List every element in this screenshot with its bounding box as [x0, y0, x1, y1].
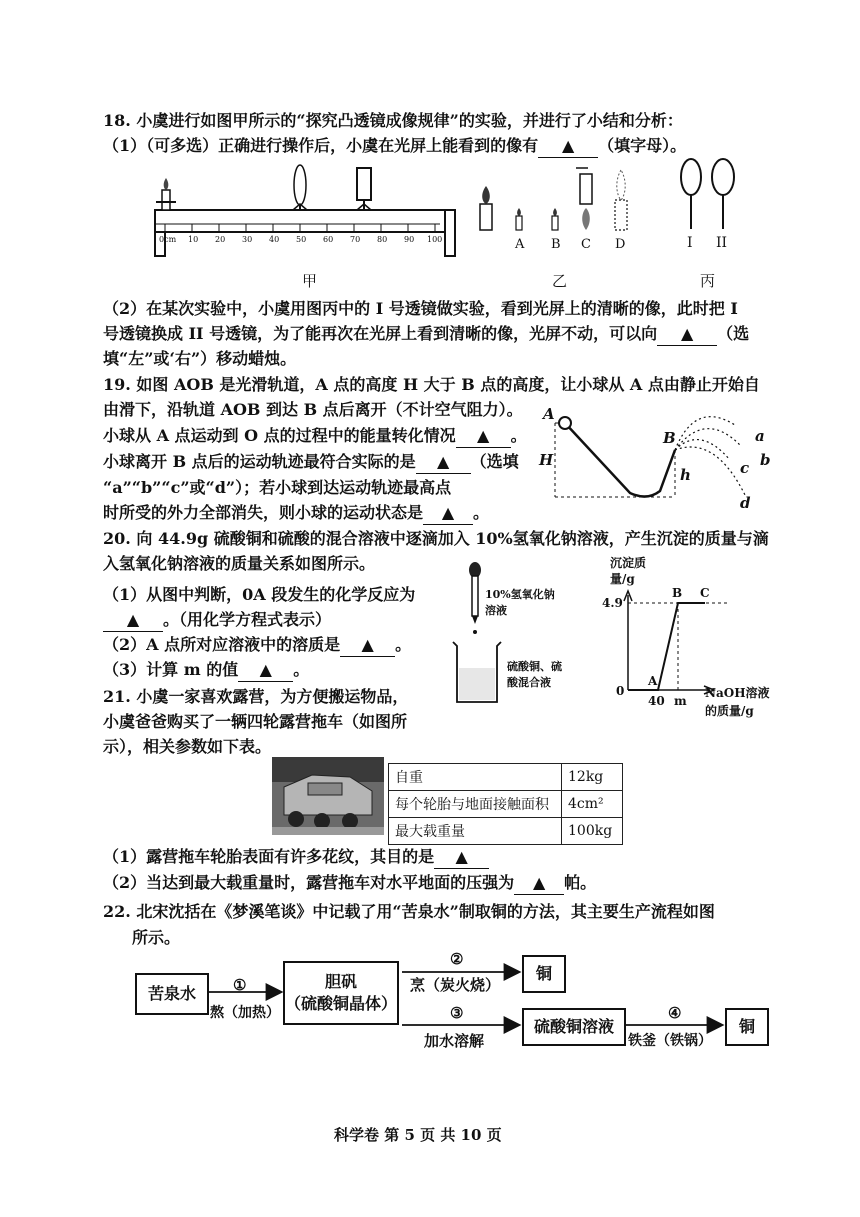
label-H: H: [539, 451, 554, 469]
q18-part2-line1: （2）在某次实验中，小虞用图丙中的 I 号透镜做实验，看到光屏上的清晰的像，此时把 I: [103, 299, 738, 318]
q19-line2: 由滑下，沿轨道 AOB 到达 B 点后离开（不计空气阻力）。: [103, 400, 523, 419]
q20-sub1-cont: ▲ 。（用化学方程式表示）: [103, 609, 331, 632]
graph-xlabel-1: NaOH溶液: [705, 686, 770, 700]
graph-xlabel-2: 的质量/g: [705, 704, 754, 718]
lens-ii-label: II: [716, 235, 728, 251]
caption-yi: 乙: [552, 272, 568, 290]
q20-sub2: （2）A 点所对应溶液中的溶质是 ▲ 。: [103, 634, 411, 657]
graph-origin: 0: [616, 684, 625, 698]
q18-part2-line3: 填“左”或‘右”）移动蜡烛。: [103, 349, 297, 368]
label-d: d: [740, 494, 751, 510]
option-c-image-icon: [576, 168, 592, 230]
graph-y-tick: 4.9: [602, 596, 623, 610]
candle-icon: [156, 178, 176, 210]
step-2-number: ②: [450, 950, 464, 968]
caption-jia: 甲: [302, 272, 318, 290]
dropper-icon: [469, 562, 481, 634]
flow-box-copper-1: 铜: [522, 955, 566, 993]
graph-ylabel-1: 沉淀质: [610, 556, 647, 570]
option-b-label: B: [551, 237, 561, 252]
q18-part2-line2: 号透镜换成 II 号透镜，为了能再次在光屏上看到清晰的像，光屏不动，可以向 ▲ （选: [103, 323, 749, 346]
label-c: c: [740, 459, 750, 477]
q20-line2: 入氢氧化钠溶液的质量关系如图所示。: [103, 554, 376, 573]
label-B: B: [663, 429, 676, 447]
graph-ylabel-2: 量/g: [610, 572, 635, 586]
ruler-tick-80: 80: [377, 235, 388, 244]
step-1-number: ①: [233, 976, 247, 994]
step-2-label: 烹（炭火烧）: [410, 976, 501, 994]
step-1-label: 熬（加热）: [210, 1005, 280, 1021]
option-c-label: C: [581, 237, 591, 252]
camping-trailer-photo: [272, 757, 384, 835]
lens-i-icon: [681, 159, 701, 229]
q20-line1: 20. 向 44.9g 硫酸铜和硫酸的混合溶液中逐滴加入 10%氢氧化钠溶液，产生沉淀的质量与滴: [103, 529, 769, 548]
table-row: 每个轮胎与地面接触面积 4cm²: [389, 791, 623, 818]
blank-q19-3[interactable]: ▲: [423, 502, 473, 525]
blank-q21-1[interactable]: ▲: [434, 846, 489, 869]
option-a-label: A: [515, 237, 525, 252]
lens-comparison-figure: [675, 155, 745, 255]
q18-part1: （1）（可多选）正确进行操作后，小虞在光屏上能看到的像有 ▲ （填字母）。: [103, 135, 686, 158]
ruler-tick-50: 50: [296, 235, 307, 244]
ruler-tick-60: 60: [323, 235, 334, 244]
blank-q19-1[interactable]: ▲: [456, 425, 511, 448]
flow-box-chalcanthite: 胆矾 （硫酸铜晶体）: [283, 961, 399, 1025]
ruler-tick-10: 10: [188, 235, 199, 244]
dropper-label-1: 10%氢氧化钠: [485, 588, 555, 601]
flow-box-copper-sulfate-solution: 硫酸铜溶液: [522, 1008, 626, 1046]
q20-sub3: （3）计算 m 的值 ▲ 。: [103, 659, 309, 682]
caption-bing: 丙: [700, 272, 716, 290]
reference-candle-icon: [480, 186, 492, 230]
graph-point-C: C: [700, 586, 710, 600]
option-d-label: D: [615, 237, 626, 252]
label-a: a: [755, 427, 765, 445]
optical-bench-figure: [150, 160, 460, 260]
graph-x-tick-40: 40: [648, 694, 665, 708]
blank-q18-1[interactable]: ▲: [538, 135, 598, 158]
blank-q19-2[interactable]: ▲: [416, 451, 471, 474]
option-b-image-icon: [552, 208, 558, 230]
blank-q18-2[interactable]: ▲: [657, 323, 717, 346]
q22-line1: 22. 北宋沈括在《梦溪笔谈》中记载了用“苦泉水”制取铜的方法，其主要生产流程如图: [103, 902, 715, 921]
blank-q20-1[interactable]: ▲: [103, 609, 163, 632]
ruler-tick-30: 30: [242, 235, 253, 244]
ruler-tick-100: 100: [427, 235, 443, 244]
page-footer: 科学卷 第 5 页 共 10 页: [334, 1126, 502, 1144]
q19-line6: 时所受的外力全部消失，则小球的运动状态是 ▲ 。: [103, 502, 489, 525]
dropper-label-2: 溶液: [485, 604, 507, 617]
ruler-tick-0: 0cm: [159, 235, 177, 244]
graph-point-B: B: [672, 586, 683, 600]
blank-q20-3[interactable]: ▲: [238, 659, 293, 682]
beaker-label-1: 硫酸铜、硫: [507, 660, 562, 673]
lens-i-label: I: [687, 235, 693, 251]
blank-q21-2[interactable]: ▲: [514, 872, 564, 895]
q22-line2: 所示。: [132, 928, 181, 947]
ball-icon: [559, 417, 571, 429]
flow-box-copper-2: 铜: [725, 1008, 769, 1046]
step-3-number: ③: [450, 1004, 464, 1022]
light-screen-icon: [357, 168, 371, 210]
ruler-tick-70: 70: [350, 235, 361, 244]
q21-sub2: （2）当达到最大载重量时，露营拖车对水平地面的压强为 ▲ 帕。: [103, 872, 596, 895]
titration-apparatus-figure: [445, 560, 605, 710]
beaker-label-2: 酸混合液: [507, 676, 551, 689]
option-a-image-icon: [516, 208, 522, 230]
lens-ii-icon: [712, 159, 734, 229]
q19-line1: 19. 如图 AOB 是光滑轨道，A 点的高度 H 大于 B 点的高度，让小球从 A 点由静止开始自: [103, 375, 760, 394]
option-d-image-icon: [615, 170, 627, 230]
q21-line1: 21. 小虞一家喜欢露营，为方便搬运物品，: [103, 687, 409, 706]
q21-line2: 小虞爸爸购买了一辆四轮露营拖车（如图所: [103, 712, 408, 731]
graph-point-A: A: [648, 674, 658, 688]
table-row: 最大载重量 100kg: [389, 818, 623, 845]
trailer-params-table: [388, 763, 623, 845]
q21-sub1: （1）露营拖车轮胎表面有许多花纹，其目的是 ▲: [103, 846, 489, 869]
blank-q20-2[interactable]: ▲: [340, 634, 395, 657]
q20-sub1: （1）从图中判断，0A 段发生的化学反应为: [103, 585, 416, 604]
image-options-figure: [470, 160, 650, 255]
flow-box-bitter-spring-water: 苦泉水: [135, 973, 209, 1015]
table-row: 自重 12kg: [389, 764, 623, 791]
q19-line3: 小球从 A 点运动到 O 点的过程中的能量转化情况 ▲ 。: [103, 425, 527, 448]
precipitate-graph: [590, 555, 770, 725]
ruler-tick-90: 90: [404, 235, 415, 244]
q18-title: 18. 小虞进行如图甲所示的“探究凸透镜成像规律”的实验，并进行了小结和分析：: [103, 111, 683, 130]
q19-line5: “a”“b”“c”或“d”）；若小球到达运动轨迹最高点: [103, 478, 452, 497]
step-3-label: 加水溶解: [424, 1032, 485, 1050]
graph-x-tick-m: m: [674, 694, 687, 708]
ruler-tick-40: 40: [269, 235, 280, 244]
step-4-label: 铁釜（铁锅）: [628, 1033, 712, 1049]
ruler-tick-20: 20: [215, 235, 226, 244]
q21-line3: 示），相关参数如下表。: [103, 737, 272, 756]
convex-lens-icon: [293, 165, 307, 210]
precipitate-curve: [628, 603, 705, 690]
q19-line4: 小球离开 B 点后的运动轨迹最符合实际的是 ▲ （选填: [103, 451, 519, 474]
beaker-icon: [453, 642, 501, 702]
label-A: A: [543, 405, 555, 423]
track-figure: [535, 405, 775, 510]
label-b: b: [760, 451, 771, 469]
step-4-number: ④: [668, 1004, 682, 1022]
label-h: h: [680, 466, 691, 484]
